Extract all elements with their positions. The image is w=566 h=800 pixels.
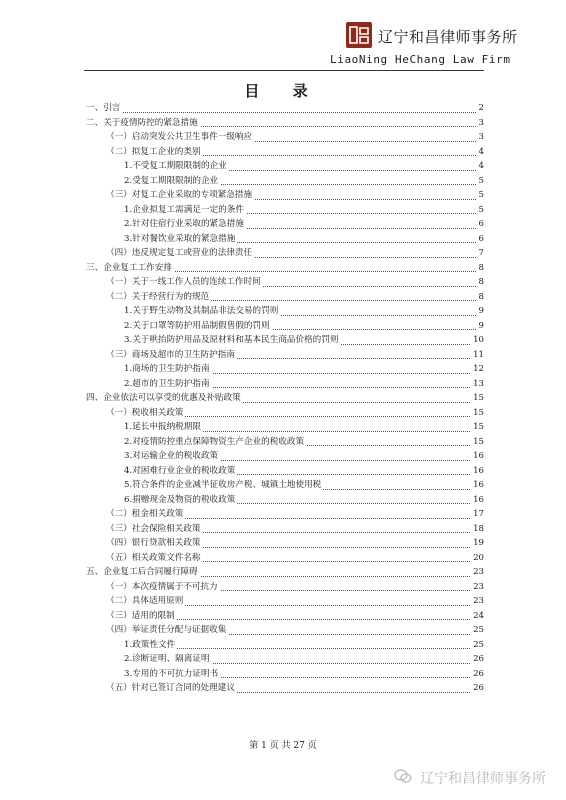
toc-entry-page: 4 [477,145,484,160]
toc-entry-page: 25 [471,638,484,653]
toc-entry[interactable] [84,275,484,290]
toc-entry-page: 7 [477,246,484,261]
toc-entry[interactable] [84,319,484,334]
toc-entry[interactable] [84,362,484,377]
toc-entry-label: 二、关于疫情防控的紧急措施 [86,116,200,131]
toc-entry[interactable] [84,391,484,406]
toc-entry[interactable] [84,435,484,450]
toc-entry-page: 23 [471,594,484,609]
toc-entry-label: 1.延长申报纳税期限 [124,420,203,435]
toc-entry-page: 16 [471,464,484,479]
toc-entry[interactable] [84,261,484,276]
toc-entry[interactable] [84,522,484,537]
toc-dot-leader [124,648,484,649]
toc-entry[interactable] [84,667,484,682]
toc-entry-label: （三）商场及超市的卫生防护指南 [106,348,237,363]
page-title: 目 录 [244,82,322,100]
toc-entry-page: 15 [471,435,484,450]
toc-entry[interactable] [84,203,484,218]
toc-entry[interactable] [84,188,484,203]
toc-entry-page: 6 [477,217,484,232]
toc-entry-page: 6 [477,232,484,247]
toc-entry-label: 4.对困难行业企业的税收政策 [124,464,237,479]
toc-entry[interactable] [84,159,484,174]
toc-entry-label: 3.对运输企业的税收政策 [124,449,220,464]
toc-entry-page: 15 [471,406,484,421]
toc-entry-page: 5 [477,188,484,203]
toc-entry-label: （四）举证责任分配与证据收集 [106,623,228,638]
toc-entry-label: 1.商场的卫生防护指南 [124,362,212,377]
toc-entry-label: 6.捐赠现金及物资的税收政策 [124,493,237,508]
toc-entry-page: 5 [477,203,484,218]
toc-entry-label: 2.对疫情防控重点保障物资生产企业的税收政策 [124,435,306,450]
toc-entry-page: 12 [471,362,484,377]
toc-entry-label: （二）拟复工企业的类别 [106,145,203,160]
toc-entry-label: 2.诊断证明、隔离证明 [124,652,212,667]
toc-entry-page: 23 [471,580,484,595]
toc-entry[interactable] [84,348,484,363]
table-of-contents [84,101,484,696]
toc-entry[interactable] [84,406,484,421]
toc-entry-label: （三）适用的限制 [106,609,177,624]
toc-entry[interactable] [84,449,484,464]
toc-entry-page: 26 [471,667,484,682]
toc-entry-page: 26 [471,652,484,667]
toc-entry[interactable] [84,464,484,479]
toc-entry-page: 8 [477,275,484,290]
toc-entry-label: 3.针对餐饮业采取的紧急措施 [124,232,237,247]
toc-entry-page: 3 [477,130,484,145]
toc-entry-page: 16 [471,478,484,493]
toc-entry-label: （二）租金相关政策 [106,507,185,522]
toc-entry-label: （四）银行贷款相关政策 [106,536,203,551]
firm-name-cn: 辽宁和昌律师事务所 [378,28,518,46]
toc-entry-label: 1.政策性文件 [124,638,177,653]
toc-entry-label: 2.受复工期限限制的企业 [124,174,220,189]
toc-entry-page: 3 [477,116,484,131]
toc-entry-label: （四）违反规定复工或营业的法律责任 [106,246,254,261]
toc-entry[interactable] [84,420,484,435]
toc-entry-label: 一、引言 [86,101,122,116]
toc-entry-label: （五）相关政策文件名称 [106,551,203,566]
toc-entry-label: （一）关于一线工作人员的连续工作时间 [106,275,263,290]
toc-entry-page: 25 [471,623,484,638]
toc-entry-label: 1.不受复工期限限制的企业 [124,159,229,174]
toc-entry-page: 8 [477,290,484,305]
toc-entry[interactable] [84,101,484,116]
toc-entry-label: 3.关于哄抬防护用品及原材料和基本民生商品价格的罚则 [124,333,340,348]
toc-entry[interactable] [84,478,484,493]
toc-entry[interactable] [84,145,484,160]
toc-entry-page: 19 [471,536,484,551]
toc-entry[interactable] [84,130,484,145]
firm-logo-icon [346,22,372,48]
toc-entry[interactable] [84,333,484,348]
toc-entry[interactable] [84,536,484,551]
toc-entry-label: （五）针对已签订合同的处理建议 [106,681,237,696]
toc-entry-label: （一）启动突发公共卫生事件一级响应 [106,130,254,145]
toc-entry-label: 5.符合条件的企业减半征收房产税、城镇土地使用税 [124,478,323,493]
toc-entry[interactable] [84,246,484,261]
toc-entry[interactable] [84,232,484,247]
toc-entry-page: 10 [471,333,484,348]
toc-entry-page: 15 [471,420,484,435]
toc-entry-label: 2.针对住宿行业采取的紧急措施 [124,217,246,232]
toc-entry-label: 1.关于野生动物及其制品非法交易的罚则 [124,304,280,319]
toc-entry-page: 16 [471,493,484,508]
toc-entry-label: 四、企业依法可以享受的优惠及补贴政策 [86,391,243,406]
toc-entry[interactable] [84,565,484,580]
wechat-icon [394,769,412,788]
toc-entry-page: 24 [471,609,484,624]
toc-dot-leader [86,112,484,113]
toc-entry-page: 23 [471,565,484,580]
toc-entry[interactable] [84,507,484,522]
toc-entry-page: 15 [471,391,484,406]
toc-entry[interactable] [84,580,484,595]
firm-name-en: LiaoNing HeChang Law Firm [330,53,511,66]
toc-entry-page: 16 [471,449,484,464]
toc-entry-label: 3.专用的不可抗力证明书 [124,667,220,682]
toc-entry[interactable] [84,174,484,189]
toc-entry-label: 2.关于口罩等防护用品制假售假的罚则 [124,319,272,334]
page-header [0,0,566,82]
toc-entry-page: 9 [477,319,484,334]
toc-entry[interactable] [84,290,484,305]
toc-entry-page: 2 [477,101,484,116]
toc-entry[interactable] [84,377,484,392]
toc-entry[interactable] [84,551,484,566]
toc-entry-page: 13 [471,377,484,392]
toc-entry-page: 5 [477,174,484,189]
toc-entry[interactable] [84,623,484,638]
toc-entry[interactable] [84,638,484,653]
toc-entry-label: 1.企业拟复工需满足一定的条件 [124,203,246,218]
toc-entry[interactable] [84,217,484,232]
toc-entry-label: 2.超市的卫生防护指南 [124,377,212,392]
toc-entry-page: 18 [471,522,484,537]
toc-entry[interactable] [84,493,484,508]
toc-entry-label: （二）关于经营行为的规范 [106,290,211,305]
toc-entry-label: 五、企业复工后合同履行障碍 [86,565,200,580]
toc-entry-label: （三）对复工企业采取的专项紧急措施 [106,188,254,203]
toc-entry-label: （一）税收相关政策 [106,406,185,421]
toc-entry-page: 20 [471,551,484,566]
toc-entry-page: 11 [471,348,484,363]
toc-entry-label: （一）本次疫情属于不可抗力 [106,580,220,595]
header-divider [84,70,484,71]
toc-entry-page: 8 [477,261,484,276]
toc-entry-label: （三）社会保险相关政策 [106,522,203,537]
toc-entry[interactable] [84,681,484,696]
toc-entry-label: （二）具体适用原则 [106,594,185,609]
toc-entry-page: 9 [477,304,484,319]
toc-entry-page: 4 [477,159,484,174]
toc-entry[interactable] [84,304,484,319]
toc-entry[interactable] [84,609,484,624]
toc-entry-page: 17 [471,507,484,522]
toc-entry[interactable] [84,652,484,667]
page-number-footer: 第 1 页 共 27 页 [249,741,317,751]
toc-entry[interactable] [84,116,484,131]
wechat-watermark [394,768,546,788]
toc-entry-label: 三、企业复工工作安排 [86,261,174,276]
toc-entry-page: 26 [471,681,484,696]
toc-entry[interactable] [84,594,484,609]
watermark-text: 辽宁和昌律师事务所 [420,771,546,787]
